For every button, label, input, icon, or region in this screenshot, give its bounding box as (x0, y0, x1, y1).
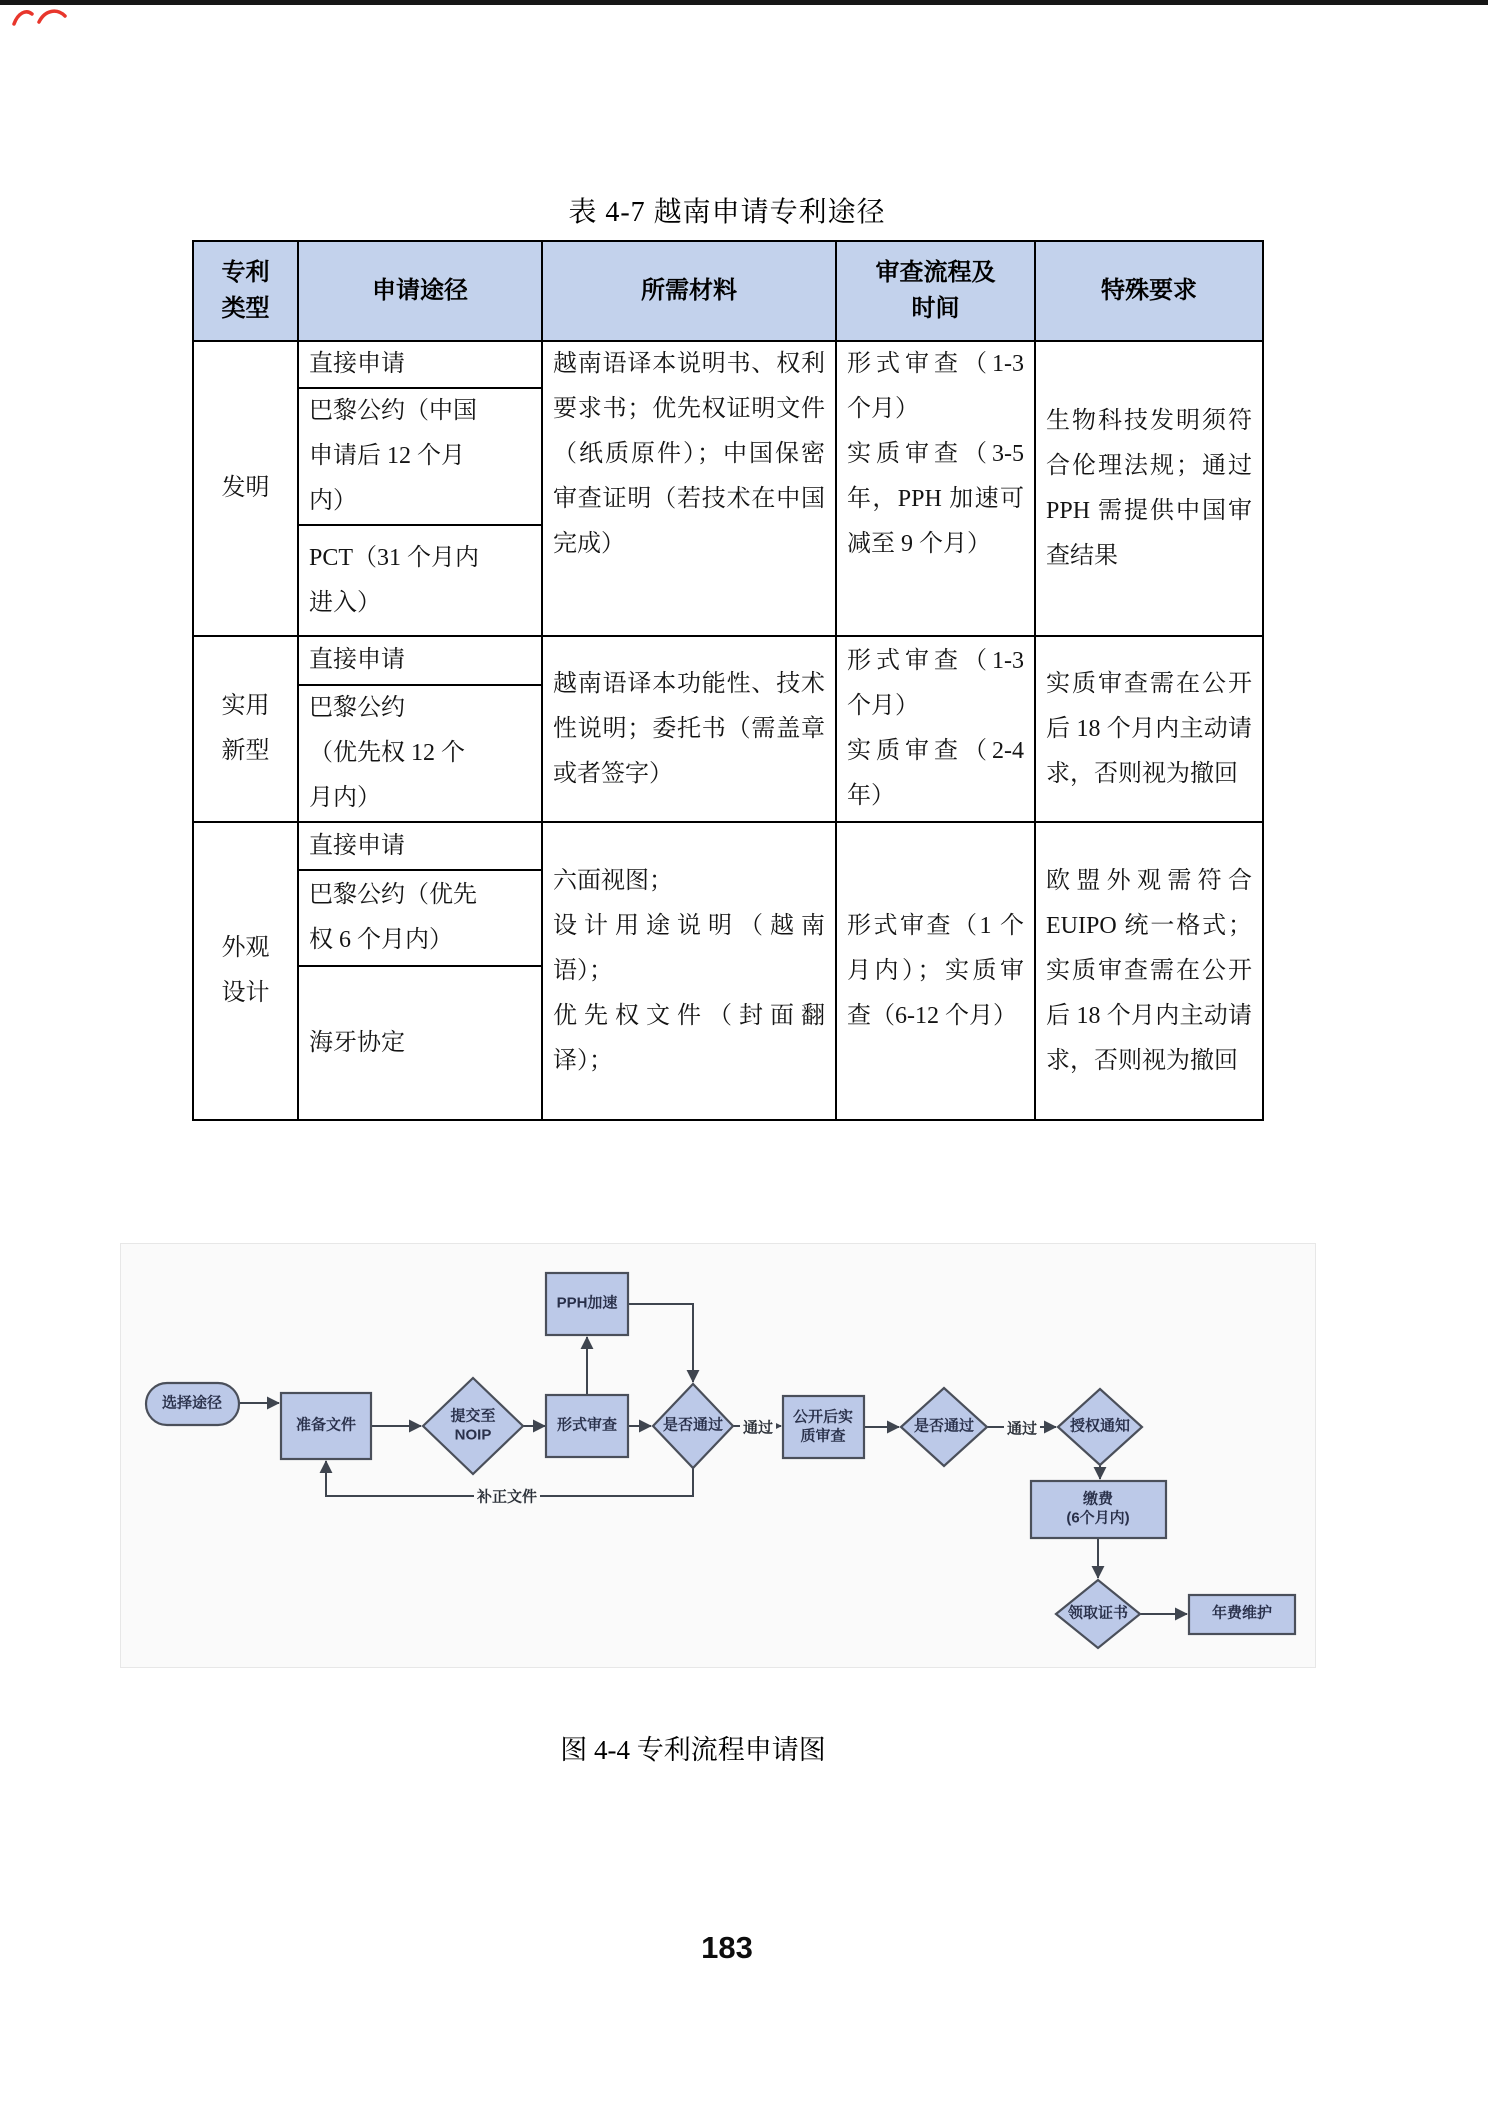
table-row (193, 341, 1263, 388)
special-cell: 实质审查需在公开后 18 个月内主动请求，否则视为撤回 (1035, 636, 1263, 822)
flow-shape-pass2 (901, 1388, 987, 1466)
table-header-row (193, 241, 1263, 341)
patent-type-cell: 发明 (193, 341, 298, 636)
flow-shape-prepare (281, 1393, 371, 1459)
edge-label-pass-1: 通过 (740, 1417, 776, 1438)
flow-shape-formal (546, 1395, 628, 1457)
route-cell: 直接申请 (298, 636, 542, 685)
route-cell: 巴黎公约（中国 申请后 12 个月 内） (298, 388, 542, 525)
patent-type-cell: 实用 新型 (193, 636, 298, 822)
table-row (193, 636, 1263, 685)
flowchart-panel (120, 1243, 1316, 1668)
table-title: 表 4-7 越南申请专利途径 (568, 197, 886, 228)
column-header-materials: 所需材料 (542, 241, 836, 341)
table-row (193, 822, 1263, 870)
edge-label-pass-2: 通过 (1004, 1418, 1040, 1439)
patent-type-cell: 外观 设计 (193, 822, 298, 1120)
route-cell: 海牙协定 (298, 966, 542, 1120)
flow-shape-substantive (783, 1396, 864, 1458)
flow-node-prepare: 准备文件 (295, 1416, 357, 1434)
flow-shape-grant (1058, 1389, 1142, 1465)
flow-node-pass1: 是否通过 (662, 1416, 724, 1434)
column-header-special: 特殊要求 (1035, 241, 1263, 341)
patent-routes-table (192, 240, 1264, 1121)
top-edge-bar (0, 0, 1488, 5)
column-header-review: 审查流程及 时间 (836, 241, 1035, 341)
route-cell: 直接申请 (298, 341, 542, 388)
route-cell: PCT（31 个月内 进入） (298, 525, 542, 636)
edge-label-correction: 补正文件 (474, 1486, 540, 1507)
flow-node-start: 选择途径 (161, 1394, 223, 1412)
materials-cell: 六面视图； 设计用途说明（越南语）； 优先权文件（封面翻译）； (542, 822, 836, 1120)
materials-cell: 越南语译本功能性、技术性说明；委托书（需盖章或者签字） (542, 636, 836, 822)
flow-shape-fee (1031, 1481, 1166, 1538)
column-header-route: 申请途径 (298, 241, 542, 341)
flow-node-annuity: 年费维护 (1211, 1604, 1273, 1622)
route-cell: 巴黎公约（优先 权 6 个月内） (298, 870, 542, 966)
flow-node-formal: 形式审查 (556, 1416, 618, 1434)
flow-shape-start (146, 1383, 239, 1425)
flow-node-substantive: 公开后实 质审查 (792, 1408, 854, 1444)
flow-node-certificate: 领取证书 (1067, 1604, 1129, 1622)
flow-node-pass2: 是否通过 (913, 1417, 975, 1435)
flow-shape-submit (423, 1378, 523, 1474)
page-number: 183 (701, 1930, 753, 1965)
flow-shape-certificate (1056, 1580, 1140, 1648)
flow-shape-pass1 (653, 1384, 733, 1468)
special-cell: 欧盟外观需符合 EUIPO 统一格式；实质审查需在公开后 18 个月内主动请求，否则视为撤回 (1035, 822, 1263, 1120)
flow-node-pph: PPH加速 (556, 1294, 618, 1312)
route-cell: 直接申请 (298, 822, 542, 870)
flowchart-canvas (121, 1244, 1317, 1669)
review-cell: 形式审查（1 个月内）；实质审查（6-12 个月） (836, 822, 1035, 1120)
red-pen-marks (6, 3, 76, 33)
materials-cell: 越南语译本说明书、权利要求书；优先权证明文件（纸质原件）；中国保密审查证明（若技术在中国完成） (542, 341, 836, 636)
review-cell: 形式审查（1-3 个月） 实质审查（3-5 年，PPH 加速可减至 9 个月） (836, 341, 1035, 636)
flow-node-submit: 提交至 NOIP (450, 1407, 496, 1443)
flow-shape-pph (546, 1273, 628, 1335)
route-cell: 巴黎公约 （优先权 12 个 月内） (298, 685, 542, 822)
flow-node-fee: 缴费 (6个月内) (1066, 1490, 1130, 1526)
special-cell: 生物科技发明须符合伦理法规；通过 PPH 需提供中国审查结果 (1035, 341, 1263, 636)
flow-shape-annuity (1189, 1595, 1295, 1634)
review-cell: 形式审查（1-3 个月） 实质审查（2-4 年） (836, 636, 1035, 822)
column-header-patent-type: 专利 类型 (193, 241, 298, 341)
figure-caption: 图 4-4 专利流程申请图 (560, 1735, 826, 1765)
flow-node-grant: 授权通知 (1069, 1417, 1131, 1435)
